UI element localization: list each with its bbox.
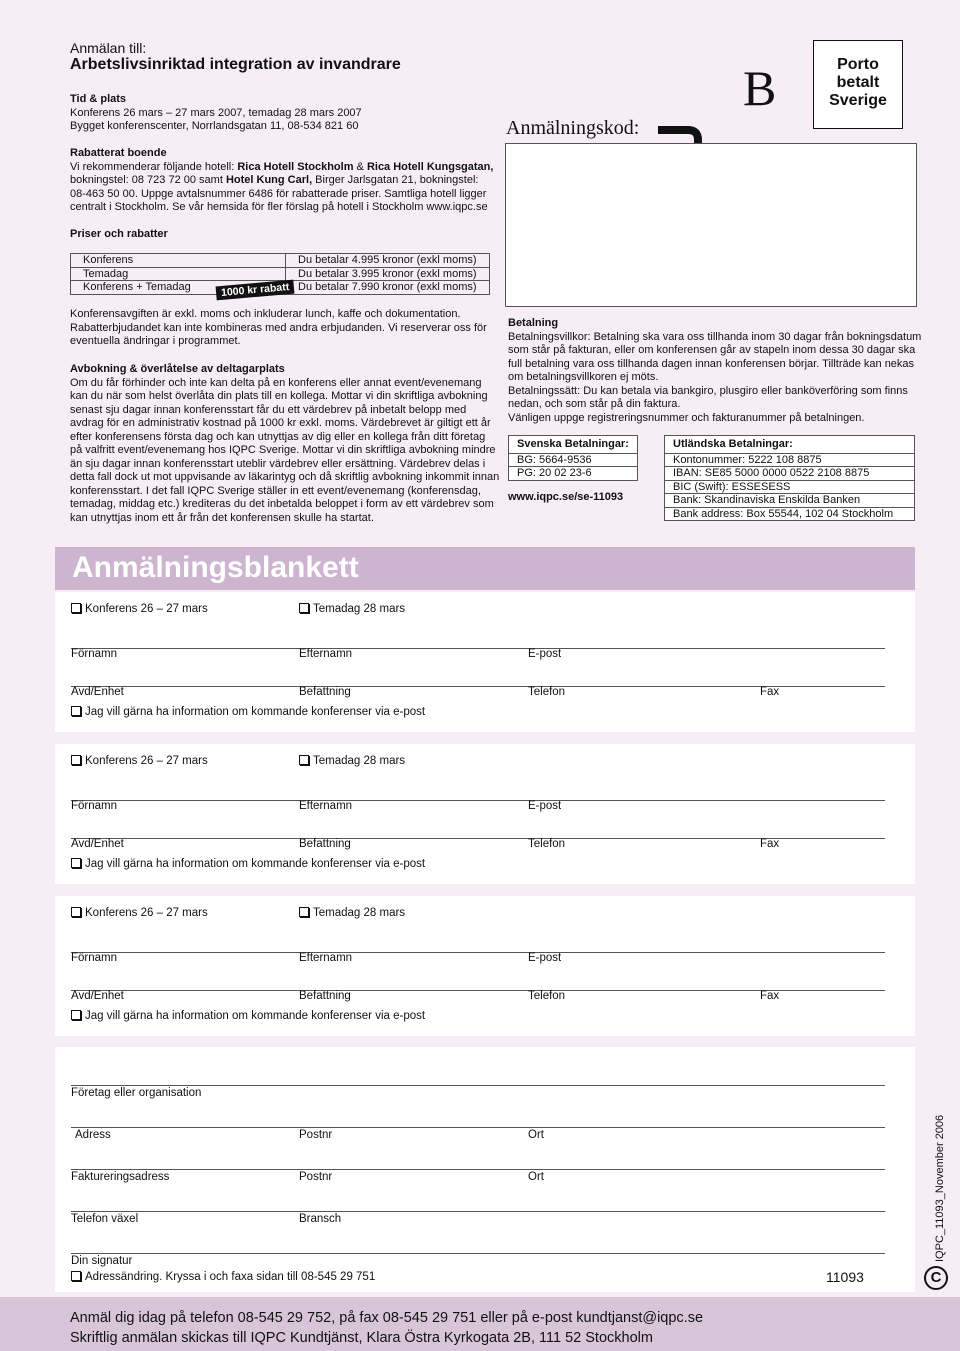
email-field[interactable]: E-post	[528, 800, 562, 812]
hotel-text: bokningstel: 08 723 72 00 samt	[70, 174, 226, 186]
option-label: Konferens 26 – 27 mars	[85, 907, 208, 919]
payment-line: Betalningssätt: Du kan betala via bankgiro, plusgiro eller banköverföring som finns	[508, 384, 908, 397]
option-label: Adressändring. Kryssa i och faxa sidan till 08-545 29 751	[85, 1271, 376, 1283]
price-notes	[70, 308, 487, 349]
hotel-name: Hotel Kung Carl,	[225, 174, 313, 186]
option-theme-day[interactable]	[299, 603, 405, 615]
checkbox-icon[interactable]	[71, 1010, 81, 1020]
cancellation-line: senast sju dagar innan konferensstart får du ett värdebrev på inbetalt belopp med	[70, 403, 467, 416]
field-line	[71, 1085, 885, 1086]
stamp-line: Porto	[837, 56, 879, 73]
header	[70, 40, 401, 74]
payment-heading: Betalning	[508, 317, 559, 329]
hotel-name: Rica Hotell Kungsgatan,	[366, 160, 494, 173]
participant-panel-2	[55, 744, 915, 884]
payment-url[interactable]: www.iqpc.se/se-11093	[508, 491, 624, 503]
hotel-heading: Rabatterat boende	[70, 147, 167, 159]
time-place-line: Konferens 26 mars – 27 mars 2007, temadag 28 mars 2007	[70, 106, 362, 119]
cancellation-line: efter konferensens första dag och kan utnyttjas av dig eller en kollega från ditt företag	[70, 430, 486, 443]
payment-line: Betalningsvillkor: Betalning ska vara oss tillhanda inom 30 dagar från bokningsdatum	[508, 330, 922, 343]
hotel-text: &	[353, 160, 367, 173]
dept-field[interactable]: Avd/Enhet	[71, 686, 124, 698]
info-option[interactable]	[71, 858, 425, 870]
option-label: Jag vill gärna ha information om kommande konferenser via e-post	[85, 706, 426, 718]
discount-tag: 1000 kr rabatt	[216, 280, 295, 301]
foreign-payment-table	[664, 435, 915, 521]
price-value: Du betalar 7.990 kronor (exkl moms)	[286, 281, 490, 295]
swedish-row: PG: 20 02 23-6	[509, 467, 638, 481]
payment-line: full betalning vara oss tillhanda dagen innan konferensen börjar. Tillträde kan nekas	[508, 357, 915, 370]
option-label: Temadag 28 mars	[313, 907, 406, 919]
hotel-line	[70, 174, 493, 188]
payment-line: Vänligen uppge registreringsnummer och fakturanummer på betalningen.	[508, 411, 865, 424]
checkbox-icon[interactable]	[299, 755, 309, 765]
foreign-row: Kontonummer: 5222 108 8875	[665, 453, 915, 467]
header-intro: Anmälan till:	[70, 40, 147, 56]
option-label: Konferens 26 – 27 mars	[85, 755, 208, 767]
stamp-line: betalt	[836, 74, 880, 91]
first-name-field[interactable]: Förnamn	[71, 648, 118, 660]
fax-field[interactable]: Fax	[760, 838, 780, 850]
address-change-option[interactable]	[71, 1271, 375, 1283]
cancellation-line: än sju dagar innan konferensstart uteblir värdebrev eller ersättning. Värdebrev delas i	[70, 457, 486, 470]
option-label: Temadag 28 mars	[313, 603, 406, 615]
form-title: Anmälningsblankett	[72, 551, 359, 584]
postnr-field[interactable]: Postnr	[299, 1129, 333, 1141]
field-line	[71, 1169, 885, 1170]
checkbox-icon[interactable]	[71, 858, 81, 868]
company-panel	[55, 1047, 915, 1292]
position-field[interactable]: Befattning	[299, 838, 351, 850]
cancellation-heading: Avbokning & överlåtelse av deltagarplats	[70, 363, 285, 375]
fax-field[interactable]: Fax	[760, 686, 780, 698]
time-place	[70, 93, 362, 134]
option-theme-day[interactable]	[299, 755, 405, 767]
industry-field[interactable]: Bransch	[299, 1213, 342, 1225]
price-value: Du betalar 3.995 kronor (exkl moms)	[286, 267, 490, 281]
cancellation-line: temadag, middag etc.) krediteras du det inbetalda beloppet i form av ett värdebrev som	[70, 498, 494, 510]
billing-city-field[interactable]: Ort	[528, 1171, 544, 1183]
time-place-line: Bygget konferenscenter, Norrlandsgatan 11, 08-534 821 60	[70, 120, 359, 132]
swedish-payment-table	[508, 435, 638, 481]
field-line	[71, 952, 885, 953]
dept-field[interactable]: Avd/Enhet	[71, 990, 124, 1002]
signature-field[interactable]: Din signatur	[71, 1255, 133, 1267]
swedish-row: BG: 5664-9536	[509, 453, 638, 467]
checkbox-icon[interactable]	[71, 603, 81, 613]
payment-line: som står på fakturan, eller om konferensen går av stapeln inom dessa 30 dagar ska	[508, 344, 916, 356]
foreign-row: BIC (Swift): ESSESESS	[665, 480, 915, 494]
stamp-line: Sverige	[829, 92, 887, 109]
payment-line: nedan, och som står på din faktura.	[508, 398, 681, 410]
option-conference[interactable]	[71, 907, 208, 919]
billing-postnr-field[interactable]: Postnr	[299, 1171, 333, 1183]
first-name-field[interactable]: Förnamn	[71, 800, 118, 812]
foreign-row: Bank address: Box 55544, 102 04 Stockholm	[665, 507, 915, 521]
price-value: Du betalar 4.995 kronor (exkl moms)	[286, 254, 490, 268]
hotel-name: Rica Hotell Stockholm	[237, 160, 354, 173]
cancellation-line: på valfritt event/evenemang hos IQPC Sverige. Mottar vi din skriftliga avbokning mindre	[70, 444, 496, 456]
cancellation-line: Om du får förhinder och inte kan delta på en konferens eller annat event/evenemang	[70, 376, 482, 389]
checkbox-icon[interactable]	[71, 907, 81, 917]
postage-stamp	[813, 40, 903, 129]
info-option[interactable]	[71, 1010, 425, 1022]
address-field[interactable]: Adress	[75, 1129, 111, 1141]
price-note: eventuella ändringar i programmet.	[70, 335, 241, 347]
billing-address-field[interactable]: Faktureringsadress	[71, 1171, 170, 1183]
last-name-field[interactable]: Efternamn	[299, 952, 353, 964]
code-box[interactable]	[505, 143, 917, 307]
cancellation-line: avdrag för en administrativ kostnad på 1000 kr exkl. moms. Värdebrevet är giltigt ett år	[70, 417, 491, 429]
field-line	[71, 1253, 885, 1254]
foreign-heading: Utländska Betalningar:	[665, 436, 915, 454]
email-field[interactable]: E-post	[528, 952, 562, 964]
last-name-field[interactable]: Efternamn	[299, 800, 353, 812]
header-title: Arbetslivsinriktad integration av invandrare	[70, 56, 401, 73]
dept-field[interactable]: Avd/Enhet	[71, 838, 124, 850]
side-code-text: IQPC_11093_November 2006	[934, 1114, 946, 1262]
option-theme-day[interactable]	[299, 907, 405, 919]
organisation-field[interactable]: Företag eller organisation	[71, 1087, 202, 1099]
participant-panel-3	[55, 896, 915, 1036]
price-note: Rabatterbjudandet kan inte kombineras med andra erbjudanden. Vi reserverar oss för	[70, 321, 487, 334]
code-label: Anmälningskod:	[506, 117, 640, 139]
phone-field[interactable]: Telefon	[528, 990, 566, 1002]
hotel-text: Vi rekommenderar följande hotell:	[70, 160, 238, 173]
option-conference[interactable]	[71, 603, 208, 615]
fax-field[interactable]: Fax	[760, 990, 780, 1002]
cancellation-line: konferensstart. I det fall IQPC Sverige ställer in ett event/evenemang (konferensdag,	[70, 484, 481, 497]
footer-line: Skriftlig anmälan skickas till IQPC Kundtjänst, Klara Östra Kyrkogata 2B, 111 52 Stockholm	[70, 1330, 653, 1346]
hotel-text: Birger Jarlsgatan 21, bokningstel:	[312, 174, 479, 186]
price-row	[71, 267, 490, 281]
option-conference[interactable]	[71, 755, 208, 767]
price-item: Konferens + Temadag	[71, 281, 286, 295]
cancellation-line: detta fall dock ut mot uppvisande av läkarintyg och då skriftlig avbokning inkommit innan	[70, 471, 500, 483]
prices-heading: Priser och rabatter	[70, 228, 168, 240]
field-line	[71, 1211, 885, 1212]
participant-panel-1	[55, 592, 915, 732]
price-item: Temadag	[71, 267, 286, 281]
foreign-row: Bank: Skandinaviska Enskilda Banken	[665, 494, 915, 508]
phone-field[interactable]: Telefon	[528, 838, 566, 850]
option-label: Temadag 28 mars	[313, 755, 406, 767]
position-field[interactable]: Befattning	[299, 990, 351, 1002]
footer-line: Anmäl dig idag på telefon 08-545 29 752, på fax 08-545 29 751 eller på e-post kundtjanst@iqpc.se	[70, 1310, 704, 1326]
last-name-field[interactable]: Efternamn	[299, 648, 353, 660]
option-label: Konferens 26 – 27 mars	[85, 603, 208, 615]
field-line	[71, 1127, 885, 1128]
price-note: Konferensavgiften är exkl. moms och inkluderar lunch, kaffe och dokumentation.	[70, 308, 461, 320]
cancellation-line: kan utnyttjas inom ett år från det konferensen skulle ha startat.	[70, 511, 374, 524]
hotel-section	[70, 147, 493, 215]
checkbox-icon[interactable]	[299, 907, 309, 917]
email-field[interactable]: E-post	[528, 648, 562, 660]
option-label: Jag vill gärna ha information om kommande konferenser via e-post	[85, 858, 426, 870]
cancellation-line: kan du när som helst överlåta din plats till en kollega. Mottar vi din skriftliga avbokning	[70, 390, 488, 402]
phone-field[interactable]: Telefon	[528, 686, 566, 698]
field-line	[71, 648, 885, 649]
info-option[interactable]	[71, 706, 425, 718]
form-code: 11093	[826, 1269, 864, 1285]
price-item: Konferens	[71, 254, 286, 268]
foreign-row: IBAN: SE85 5000 0000 0522 2108 8875	[665, 467, 915, 481]
switchboard-field[interactable]: Telefon växel	[71, 1213, 139, 1225]
position-field[interactable]: Befattning	[299, 686, 351, 698]
time-place-heading: Tid & plats	[70, 93, 127, 105]
first-name-field[interactable]: Förnamn	[71, 952, 118, 964]
checkbox-icon[interactable]	[71, 1271, 81, 1281]
hotel-line	[70, 161, 493, 175]
payment	[508, 317, 921, 425]
hotel-line: 08-463 50 00. Uppge avtalsnummer 6486 för rabatterade priser. Samtliga hotell ligger	[70, 187, 487, 200]
checkbox-icon[interactable]	[299, 603, 309, 613]
checkbox-icon[interactable]	[71, 706, 81, 716]
footer	[0, 1297, 960, 1351]
price-row	[71, 254, 490, 268]
swedish-heading: Svenska Betalningar:	[509, 436, 638, 454]
checkbox-icon[interactable]	[71, 755, 81, 765]
option-label: Jag vill gärna ha information om kommande konferenser via e-post	[85, 1010, 426, 1022]
field-line	[71, 800, 885, 801]
postage-letter: B	[743, 60, 777, 116]
payment-line: om betalningsvillkoren ej möts.	[508, 371, 659, 383]
form-title-band	[55, 547, 915, 590]
cancellation	[70, 363, 499, 525]
copyright-icon: C	[924, 1266, 948, 1290]
city-field[interactable]: Ort	[528, 1129, 544, 1141]
hotel-line: centralt i Stockholm. Se vår hemsida för fler förslag på hotell i Stockholm www.iqpc.se	[70, 201, 488, 213]
